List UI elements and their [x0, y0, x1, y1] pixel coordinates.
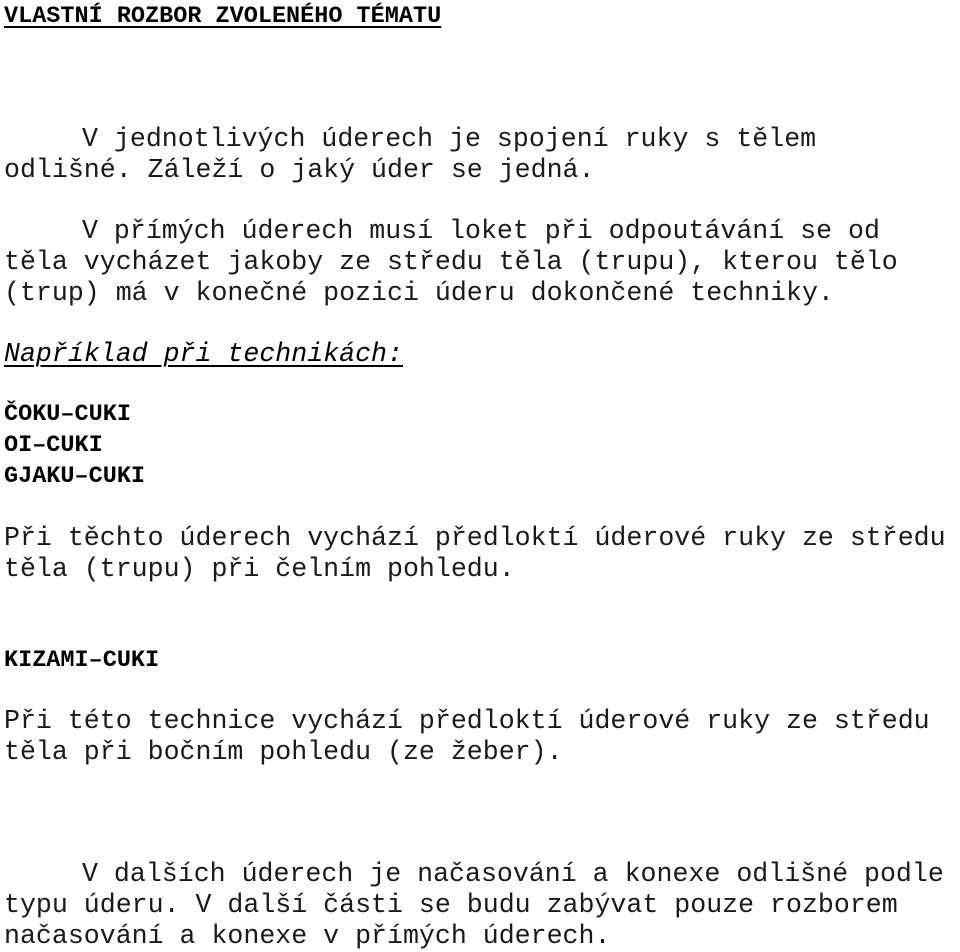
paragraph-2-line-2: těla vycházet jakoby ze středu těla (trupu), kterou tělo	[4, 247, 898, 277]
paragraph-5-line-3: načasování a konexe v přímých úderech.	[4, 921, 611, 951]
technique-gjaku-cuki: GJAKU–CUKI	[4, 463, 146, 490]
paragraph-1-line-1: V jednotlivých úderech je spojení ruky s tělem	[82, 124, 817, 154]
technique-oi-cuki: OI–CUKI	[4, 432, 103, 459]
paragraph-2-line-1: V přímých úderech musí loket při odpoutávání se od	[82, 216, 880, 246]
document-title: VLASTNÍ ROZBOR ZVOLENÉHO TÉMATU	[4, 3, 442, 30]
technique-kizami-cuki: KIZAMI–CUKI	[4, 647, 160, 674]
paragraph-3-line-2: těla (trupu) při čelním pohledu.	[4, 554, 515, 584]
paragraph-4-line-2: těla při bočním pohledu (ze žeber).	[4, 737, 563, 767]
technique-coku-cuki: ČOKU–CUKI	[4, 401, 131, 428]
paragraph-1-line-2: odlišné. Záleží o jaký úder se jedná.	[4, 155, 595, 185]
paragraph-5-line-1: V dalších úderech je načasování a konexe odlišné podle	[82, 859, 944, 889]
example-heading: Například při technikách:	[4, 339, 403, 369]
paragraph-3-line-1: Při těchto úderech vychází předloktí úderové ruky ze středu	[4, 523, 946, 553]
paragraph-4-line-1: Při této technice vychází předloktí úderové ruky ze středu	[4, 706, 930, 736]
paragraph-2-line-3: (trup) má v konečné pozici úderu dokončené techniky.	[4, 278, 834, 308]
paragraph-5-line-2: typu úderu. V další části se budu zabývat pouze rozborem	[4, 890, 898, 920]
